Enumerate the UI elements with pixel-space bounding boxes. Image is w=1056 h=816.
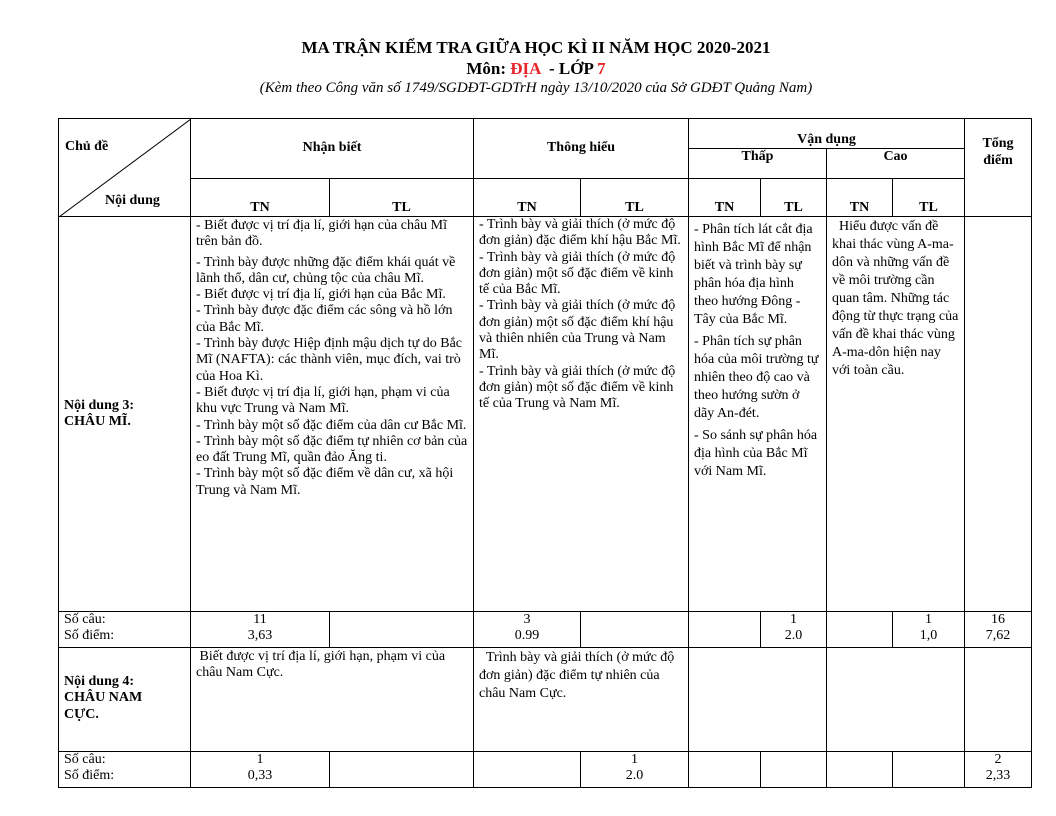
- tong-count: [965, 612, 1032, 648]
- nb-tl-count: [330, 752, 474, 788]
- criterion-item: - Biết được vị trí địa lí, giới hạn, phạm vi của khu vực Trung và Nam Mĩ.: [196, 384, 450, 417]
- cao-tn-header: TN: [827, 179, 893, 217]
- col-header-thong-hieu: Thông hiểu: [474, 119, 689, 179]
- subject-mid: - LỚP: [540, 59, 598, 78]
- th-tn-count: [474, 612, 581, 648]
- th-tn-count: [474, 752, 581, 788]
- cao-tl-count: [893, 752, 965, 788]
- tong-content-cell: [965, 217, 1032, 612]
- criterion-item: - Trình bày được những đặc điểm khái quát về lãnh thổ, dân cư, chủng tộc của châu Mĩ.: [196, 254, 456, 286]
- criterion-item: - Trình bày một số đặc điểm tự nhiên cơ bản của eo đất Trung Mĩ, quần đảo Ăng ti.: [196, 433, 468, 466]
- nb-tn-header: TN: [191, 179, 330, 217]
- topic-line: Nội dung 3:: [64, 397, 135, 413]
- criterion-item: - Biết được vị trí địa lí, giới hạn của châu Mĩ trên bản đồ.: [196, 218, 448, 250]
- document-title: MA TRẬN KIỂM TRA GIỮA HỌC KÌ II NĂM HỌC 2020-2021: [301, 38, 771, 57]
- so-cau-value: 16: [991, 612, 1005, 627]
- so-cau-value: 1: [925, 612, 932, 627]
- document-note: (Kèm theo Công văn số 1749/SGDĐT-GDTrH ngày 13/10/2020 của Sở GDĐT Quảng Nam): [259, 80, 813, 96]
- criterion-item: - Biết được vị trí địa lí, giới hạn của Bắc Mĩ.: [196, 287, 446, 303]
- topic-line: CHÂU NAM: [64, 690, 143, 706]
- count-labels: [59, 612, 191, 648]
- cao-tl-header: TL: [893, 179, 965, 217]
- so-diem-value: 0.99: [514, 628, 540, 643]
- cao-tl-count: [893, 612, 965, 648]
- nhan-biet-content: [191, 217, 474, 612]
- criterion-item: - Phân tích sự phân hóa của môi trường tự nhiên theo độ cao và theo hướng sườn ở dãy An-đét.: [694, 334, 819, 421]
- col-header-cao: Cao: [827, 149, 965, 179]
- so-diem-label: Số điểm:: [64, 768, 115, 783]
- criterion-item: - Phân tích lát cắt địa hình Bắc Mĩ để nhận biết và trình bày sự phân hóa địa hình theo hướng Đông - Tây của Bắc Mĩ.: [694, 222, 813, 327]
- so-cau-value: 1: [790, 612, 797, 627]
- th-tl-header: TL: [581, 179, 689, 217]
- thap-tn-header: TN: [689, 179, 761, 217]
- criterion-item: - Trình bày và giải thích (ở mức độ đơn giản) một số đặc điểm khí hậu và thiên nhiên của Trung và Nam Mĩ.: [479, 298, 676, 363]
- cao-tn-count: [827, 752, 893, 788]
- nb-tl-count: [330, 612, 474, 648]
- thap-content: [689, 648, 827, 752]
- so-diem-value: 0,33: [247, 768, 273, 783]
- col-header-van-dung: Vận dụng: [689, 119, 965, 149]
- so-cau-value: 1: [256, 752, 264, 767]
- criterion-item: - Trình bày và giải thích (ở mức độ đơn giản) đặc điểm khí hậu Bắc Mĩ.: [479, 217, 681, 249]
- thong-hieu-content: Trình bày và giải thích (ở mức độ đơn giản) đặc điểm tự nhiên của châu Nam Cực.: [474, 648, 689, 752]
- nhan-biet-content: Biết được vị trí địa lí, giới hạn, phạm vi của châu Nam Cực.: [191, 648, 474, 752]
- topic-cell-noi-dung-4: [59, 648, 191, 752]
- so-cau-value: 3: [523, 612, 531, 627]
- subject-prefix: Môn:: [466, 59, 511, 78]
- so-diem-value: 2.0: [625, 768, 644, 783]
- so-cau-value: 2: [994, 752, 1002, 767]
- nb-tl-header: TL: [330, 179, 474, 217]
- nb-tn-count: [191, 752, 330, 788]
- thap-tl-count: [761, 752, 827, 788]
- so-diem-value: 1,0: [919, 628, 938, 643]
- tong-content-cell: [965, 648, 1032, 752]
- so-diem-value: 2.0: [784, 628, 803, 643]
- so-diem-value: 3,63: [247, 628, 273, 643]
- thap-tn-count: [689, 612, 761, 648]
- thap-content: [689, 217, 827, 612]
- topic-line: Nội dung 4:: [64, 674, 135, 689]
- so-diem-value: 2,33: [985, 768, 1011, 783]
- topic-line: CỰC.: [64, 706, 99, 722]
- subject-grade: 7: [597, 59, 606, 78]
- col-header-nhan-biet: Nhận biết: [191, 119, 474, 179]
- criterion-item: - So sánh sự phân hóa địa hình của Bắc Mĩ với Nam Mĩ.: [694, 428, 818, 479]
- thap-tn-count: [689, 752, 761, 788]
- nb-tn-count: [191, 612, 330, 648]
- subject-name: ĐỊA: [510, 59, 541, 78]
- so-cau-value: 11: [253, 612, 267, 627]
- thap-tl-header: TL: [761, 179, 827, 217]
- corner-bottom-label: Nội dung: [105, 193, 160, 208]
- count-labels: [59, 752, 191, 788]
- criterion-item: - Trình bày một số đặc điểm về dân cư, xã hội Trung và Nam Mĩ.: [196, 466, 454, 498]
- criterion-item: - Trình bày được Hiệp định mậu dịch tự do Bắc Mĩ (NAFTA): các thành viên, mục đích, vai trò của Hoa Kì.: [196, 336, 462, 384]
- thap-tl-count: [761, 612, 827, 648]
- so-cau-value: 1: [631, 752, 638, 767]
- subject-line: [8, 59, 1056, 79]
- th-tl-count: [581, 752, 689, 788]
- cao-content: [827, 648, 965, 752]
- tong-diem-label: Tổng điểm: [982, 136, 1014, 168]
- topic-cell-noi-dung-3: [59, 217, 191, 612]
- so-cau-label: Số câu:: [64, 612, 106, 627]
- so-diem-value: 7,62: [985, 628, 1011, 643]
- criterion-item: - Trình bày một số đặc điểm của dân cư Bắc Mĩ.: [196, 417, 467, 433]
- cao-content: Hiểu được vấn đề khai thác vùng A-ma-dôn và những vấn đề về môi trường cần quan tâm. Những tác động từ thực trạng của vấn đề khai thác vùng A-ma-dôn hiện nay với toàn cầu.: [827, 217, 965, 612]
- criterion-item: - Trình bày được đặc điểm các sông và hồ lớn của Bắc Mĩ.: [196, 303, 453, 335]
- criterion-item: - Trình bày và giải thích (ở mức độ đơn giản) một số đặc điểm về kinh tế của Bắc Mĩ.: [479, 249, 676, 298]
- criterion-item: - Trình bày và giải thích (ở mức độ đơn giản) một số đặc điểm về kinh tế của Trung và Nam Mĩ.: [479, 363, 676, 412]
- corner-top-label: Chủ đề: [65, 139, 109, 154]
- th-tn-header: TN: [474, 179, 581, 217]
- topic-line: CHÂU MĨ.: [64, 414, 131, 429]
- th-tl-count: [581, 612, 689, 648]
- tong-count: [965, 752, 1032, 788]
- col-header-thap: Thấp: [689, 149, 827, 179]
- matrix-table: [58, 118, 1032, 788]
- cao-tn-count: [827, 612, 893, 648]
- so-diem-label: Số điểm:: [64, 628, 115, 643]
- so-cau-label: Số câu:: [64, 752, 106, 767]
- col-header-tong-diem: [965, 119, 1032, 217]
- thong-hieu-content: [474, 217, 689, 612]
- corner-header-cell: [59, 119, 191, 217]
